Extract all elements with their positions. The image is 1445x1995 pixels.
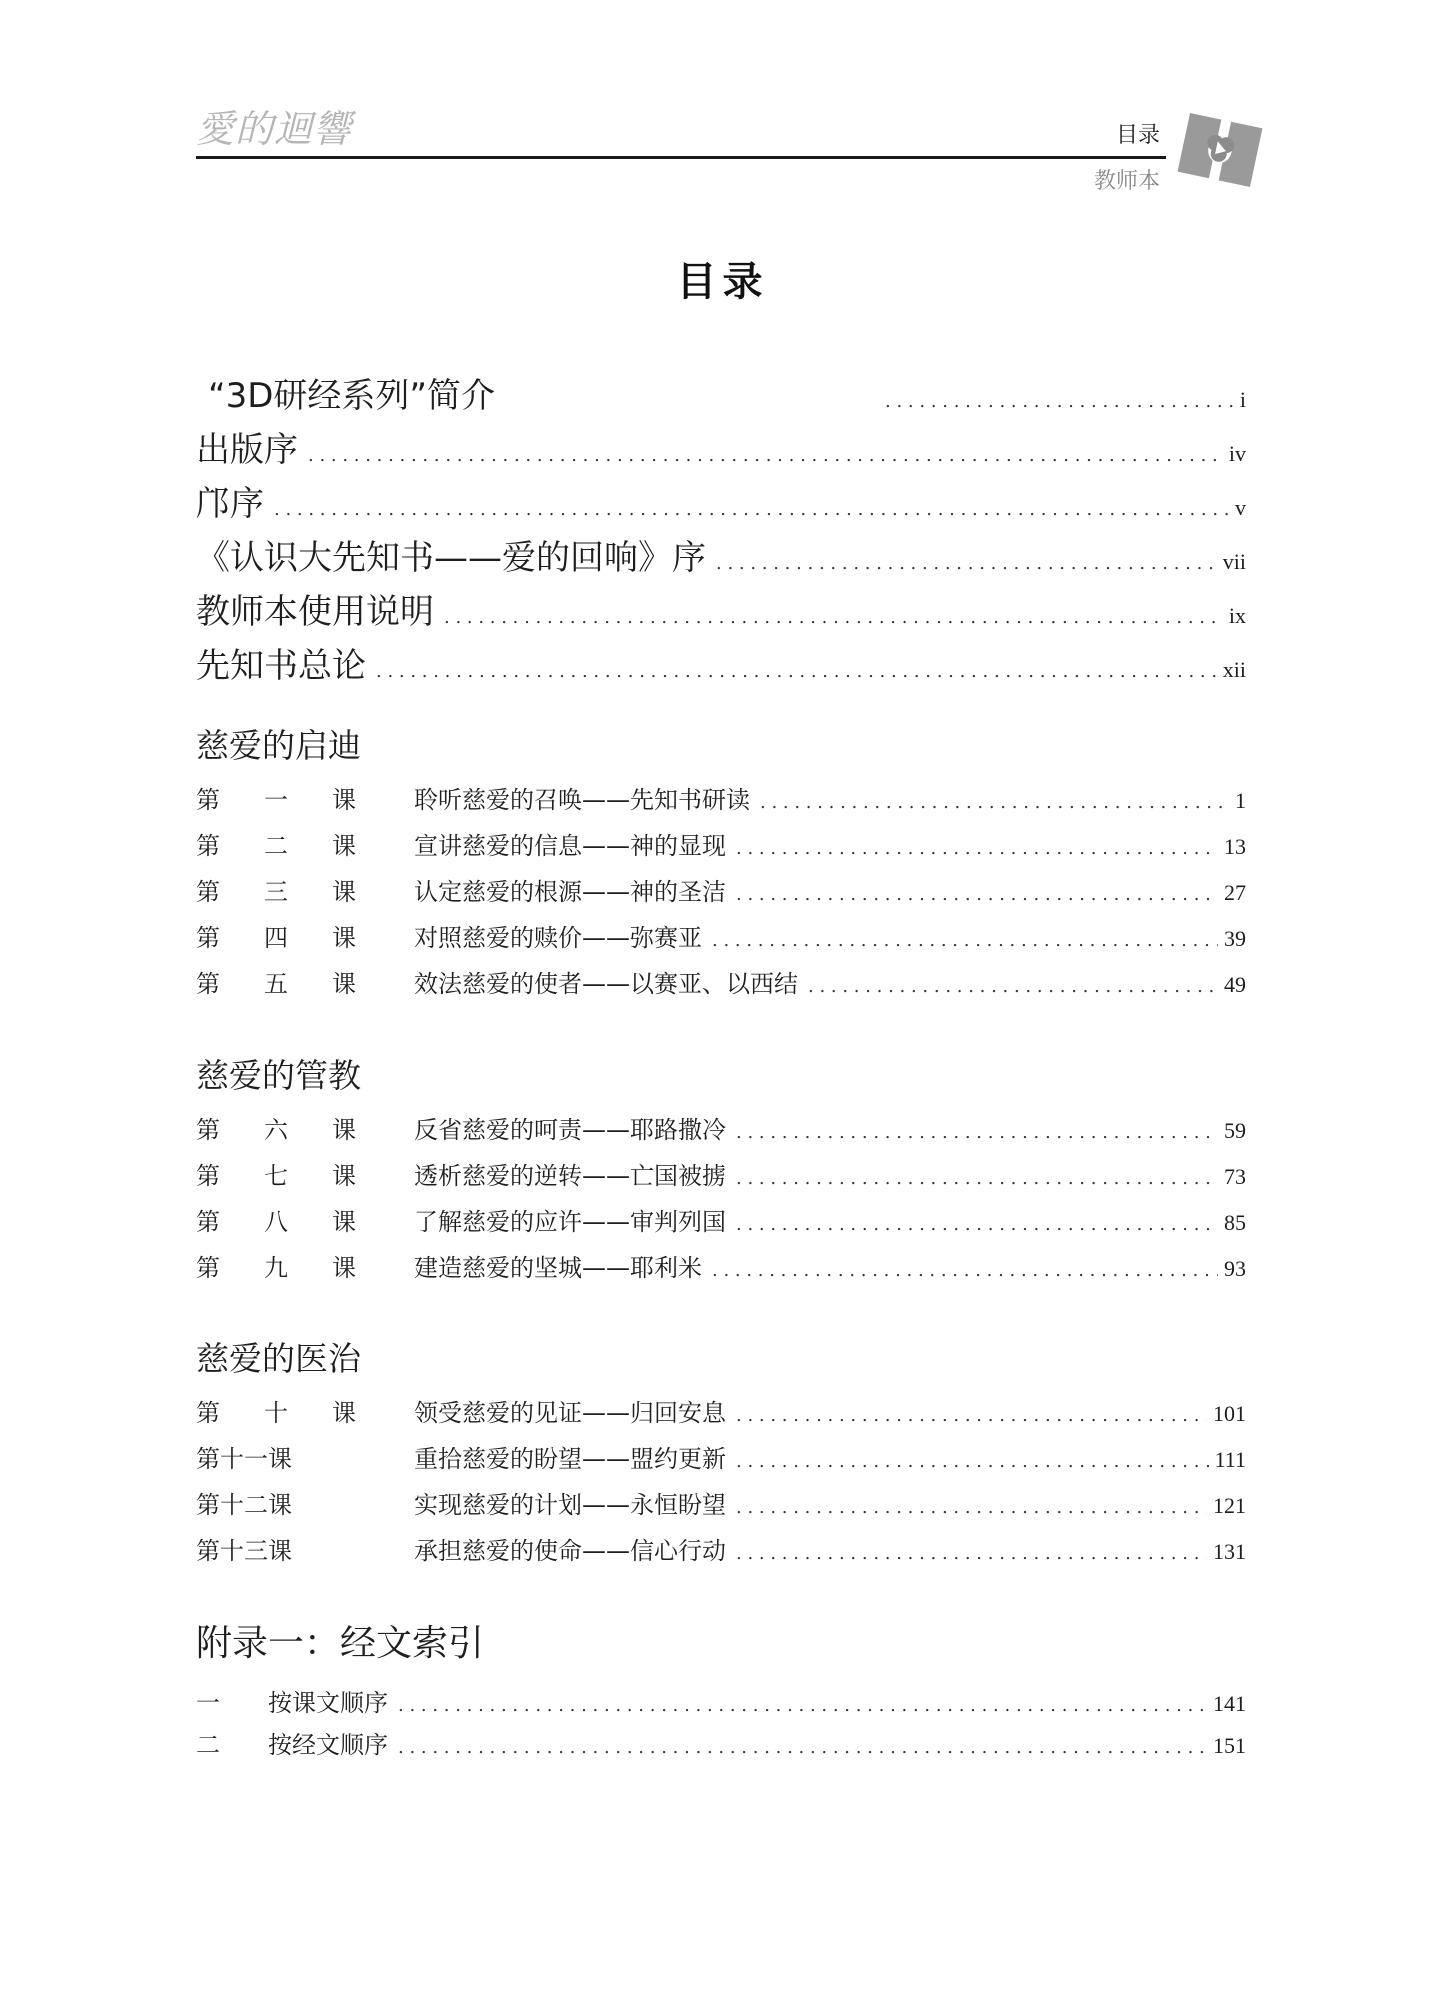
toc-appendix	[196, 1615, 1246, 1767]
book-logo-icon	[1175, 110, 1265, 190]
appendix-entry-page: 151	[1213, 1733, 1246, 1758]
section-title: 慈爱的启迪	[196, 726, 361, 765]
lesson-title: 效法慈爱的使者——以赛亚、以西结	[414, 970, 798, 998]
section-title: 慈爱的医治	[196, 1339, 361, 1378]
appendix-number: 一	[196, 1689, 220, 1717]
appendix-entry-title: 按经文顺序	[268, 1731, 388, 1759]
leader-dots	[736, 1543, 1207, 1564]
toc-entry-label: 先知书总论	[196, 646, 366, 686]
leader-dots	[308, 445, 1223, 466]
toc-front-matter	[196, 368, 1246, 692]
lesson-number: 第十三课	[196, 1537, 292, 1565]
lesson-entry[interactable]	[196, 1202, 1246, 1248]
toc-section	[196, 720, 1246, 1010]
lesson-entry[interactable]	[196, 1393, 1246, 1439]
toc-entry-label: 教师本使用说明	[196, 592, 434, 632]
toc-entry-page: iv	[1228, 441, 1246, 466]
lesson-number: 第 九 课	[196, 1254, 356, 1282]
lesson-title: 重拾慈爱的盼望——盟约更新	[414, 1445, 726, 1473]
toc-entry[interactable]	[196, 368, 1246, 422]
toc-entry[interactable]	[196, 584, 1246, 638]
lesson-entry[interactable]	[196, 1439, 1246, 1485]
lesson-number: 第 一 课	[196, 786, 356, 814]
leader-dots	[376, 661, 1217, 682]
leader-dots	[736, 1168, 1218, 1189]
lesson-entry[interactable]	[196, 780, 1246, 826]
section-title: 慈爱的管教	[196, 1056, 361, 1095]
toc-entry-label: “3D研经系列”简介	[208, 376, 496, 416]
lesson-page: 59	[1224, 1118, 1246, 1143]
appendix-number: 二	[196, 1731, 220, 1759]
leader-dots	[736, 1451, 1209, 1472]
toc-entry[interactable]	[196, 422, 1246, 476]
lesson-entry[interactable]	[196, 872, 1246, 918]
appendix-entry[interactable]	[196, 1725, 1246, 1767]
leader-dots	[736, 838, 1218, 859]
lesson-entry[interactable]	[196, 1248, 1246, 1294]
leader-dots	[736, 884, 1218, 905]
leader-dots	[398, 1695, 1207, 1716]
lesson-title: 领受慈爱的见证——归回安息	[414, 1399, 726, 1427]
leader-dots	[760, 792, 1229, 813]
leader-dots	[716, 553, 1217, 574]
lesson-title: 聆听慈爱的召唤——先知书研读	[414, 786, 750, 814]
lesson-title: 透析慈爱的逆转——亡国被掳	[414, 1162, 726, 1190]
lesson-title: 了解慈爱的应许——审判列国	[414, 1208, 726, 1236]
lesson-page: 39	[1224, 926, 1246, 951]
lesson-entry[interactable]	[196, 1485, 1246, 1531]
lesson-page: 73	[1224, 1164, 1246, 1189]
toc-entry-page: i	[1239, 387, 1246, 412]
toc-entry-page: v	[1235, 495, 1246, 520]
toc-entry[interactable]	[196, 476, 1246, 530]
lesson-entry[interactable]	[196, 964, 1246, 1010]
header-edition-label: 教师本	[1093, 169, 1160, 194]
lesson-title: 建造慈爱的坚城——耶利米	[414, 1254, 702, 1282]
lesson-page: 93	[1224, 1256, 1246, 1281]
book-title-logo: 愛的迴響	[196, 107, 353, 151]
leader-dots	[885, 391, 1234, 412]
lesson-page: 101	[1213, 1401, 1246, 1426]
lesson-page: 121	[1213, 1493, 1246, 1518]
toc-entry-label: 邝序	[196, 484, 264, 524]
lesson-number: 第 十 课	[196, 1399, 356, 1427]
lesson-number: 第 二 课	[196, 832, 356, 860]
toc-entry-label: 《认识大先知书——爱的回响》序	[196, 538, 706, 578]
lesson-page: 85	[1224, 1210, 1246, 1235]
toc-entry-label: 出版序	[196, 430, 298, 470]
toc-entry-page: vii	[1222, 549, 1246, 574]
lesson-entry[interactable]	[196, 1531, 1246, 1577]
header-section-label: 目录	[1115, 123, 1160, 148]
toc-section	[196, 1333, 1246, 1577]
page-title: 目录	[676, 259, 769, 305]
lesson-page: 131	[1213, 1539, 1246, 1564]
lesson-page: 49	[1224, 972, 1246, 997]
lesson-number: 第十一课	[196, 1445, 292, 1473]
lesson-entry[interactable]	[196, 918, 1246, 964]
leader-dots	[444, 607, 1223, 628]
lesson-title: 实现慈爱的计划——永恒盼望	[414, 1491, 726, 1519]
lesson-page: 111	[1214, 1447, 1246, 1472]
leader-dots	[398, 1737, 1207, 1758]
lesson-title: 反省慈爱的呵责——耶路撒冷	[414, 1116, 726, 1144]
lesson-number: 第十二课	[196, 1491, 292, 1519]
leader-dots	[736, 1214, 1218, 1235]
appendix-entry-page: 141	[1213, 1691, 1246, 1716]
leader-dots	[736, 1405, 1207, 1426]
lesson-entry[interactable]	[196, 1156, 1246, 1202]
header-rule	[196, 156, 1166, 159]
toc-entry-page: xii	[1222, 657, 1246, 682]
lesson-number: 第 四 课	[196, 924, 356, 952]
lesson-number: 第 六 课	[196, 1116, 356, 1144]
leader-dots	[736, 1122, 1218, 1143]
lesson-number: 第 五 课	[196, 970, 356, 998]
toc-entry[interactable]	[196, 638, 1246, 692]
lesson-page: 13	[1224, 834, 1246, 859]
leader-dots	[274, 499, 1229, 520]
toc-section	[196, 1050, 1246, 1294]
lesson-title: 宣讲慈爱的信息——神的显现	[414, 832, 726, 860]
lesson-number: 第 八 课	[196, 1208, 356, 1236]
leader-dots	[712, 930, 1218, 951]
toc-entry-page: ix	[1228, 603, 1246, 628]
lesson-number: 第 三 课	[196, 878, 356, 906]
leader-dots	[736, 1497, 1207, 1518]
appendix-entry-title: 按课文顺序	[268, 1689, 388, 1717]
lesson-title: 承担慈爱的使命——信心行动	[414, 1537, 726, 1565]
toc-entry[interactable]	[196, 530, 1246, 584]
leader-dots	[712, 1260, 1218, 1281]
lesson-title: 对照慈爱的赎价——弥赛亚	[414, 924, 702, 952]
lesson-entry[interactable]	[196, 826, 1246, 872]
appendix-title: 附录一：经文索引	[196, 1623, 485, 1664]
lesson-page: 1	[1235, 788, 1246, 813]
lesson-page: 27	[1224, 880, 1246, 905]
lesson-number: 第 七 课	[196, 1162, 356, 1190]
leader-dots	[808, 976, 1218, 997]
lesson-entry[interactable]	[196, 1110, 1246, 1156]
appendix-entry[interactable]	[196, 1683, 1246, 1725]
lesson-title: 认定慈爱的根源——神的圣洁	[414, 878, 726, 906]
